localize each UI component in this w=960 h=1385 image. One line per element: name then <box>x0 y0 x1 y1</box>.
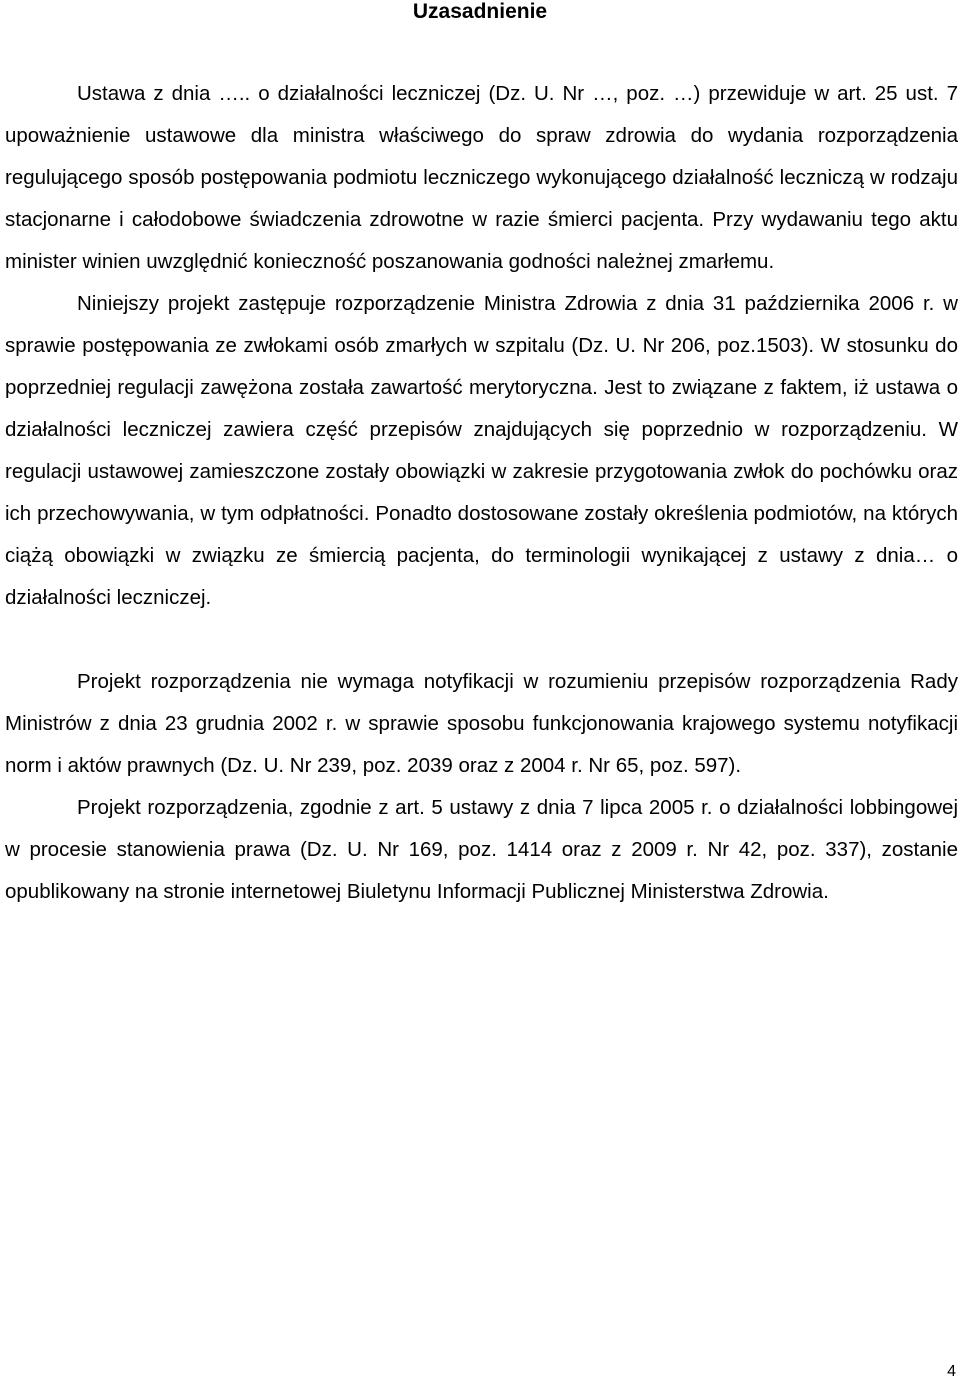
paragraph-1: Ustawa z dnia ….. o działalności leczniczej (Dz. U. Nr …, poz. …) przewiduje w art. 25 ust. 7 upoważnienie ustawowe dla ministra właściwego do spraw zdrowia do wydania rozporządzenia regulującego sposób postępowania podmiotu leczniczego wykonującego działalność leczniczą w rodzaju stacjonarne i całodobowe świadczenia zdrowotne w razie śmierci pacjenta. Przy wydawaniu tego aktu minister winien uwzględnić konieczność poszanowania godności należnej zmarłemu. <box>5 82 958 273</box>
paragraph-4: Projekt rozporządzenia, zgodnie z art. 5 ustawy z dnia 7 lipca 2005 r. o działalności lobbingowej w procesie stanowienia prawa (Dz. U. Nr 169, poz. 1414 oraz z 2009 r. Nr 42, poz. 337), zostanie opublikowany na stronie internetowej Biuletynu Informacji Publicznej Ministerstwa Zdrowia. <box>5 796 958 903</box>
document-title: Uzasadnienie <box>412 0 548 23</box>
page-number: 4 <box>947 1363 956 1380</box>
paragraph-spacer <box>5 619 958 661</box>
paragraph-2: Niniejszy projekt zastępuje rozporządzenie Ministra Zdrowia z dnia 31 października 2006 r. w sprawie postępowania ze zwłokami osób zmarłych w szpitalu (Dz. U. Nr 206, poz.1503). W stosunku do poprzedniej regulacji zawężona została zawartość merytoryczna. Jest to związane z faktem, iż ustawa o działalności leczniczej zawiera część przepisów znajdujących się poprzednio w rozporządzeniu. W regulacji ustawowej zamieszczone zostały obowiązki w zakresie przygotowania zwłok do pochówku oraz ich przechowywania, w tym odpłatności. Ponadto dostosowane zostały określenia podmiotów, na których ciążą obowiązki w związku ze śmiercią pacjenta, do terminologii wynikającej z ustawy z dnia… o działalności leczniczej. <box>5 292 958 609</box>
paragraph-3: Projekt rozporządzenia nie wymaga notyfikacji w rozumieniu przepisów rozporządzenia Rady Ministrów z dnia 23 grudnia 2002 r. w sprawie sposobu funkcjonowania krajowego systemu notyfikacji norm i aktów prawnych (Dz. U. Nr 239, poz. 2039 oraz z 2004 r. Nr 65, poz. 597). <box>5 670 958 777</box>
document-body <box>5 73 958 913</box>
